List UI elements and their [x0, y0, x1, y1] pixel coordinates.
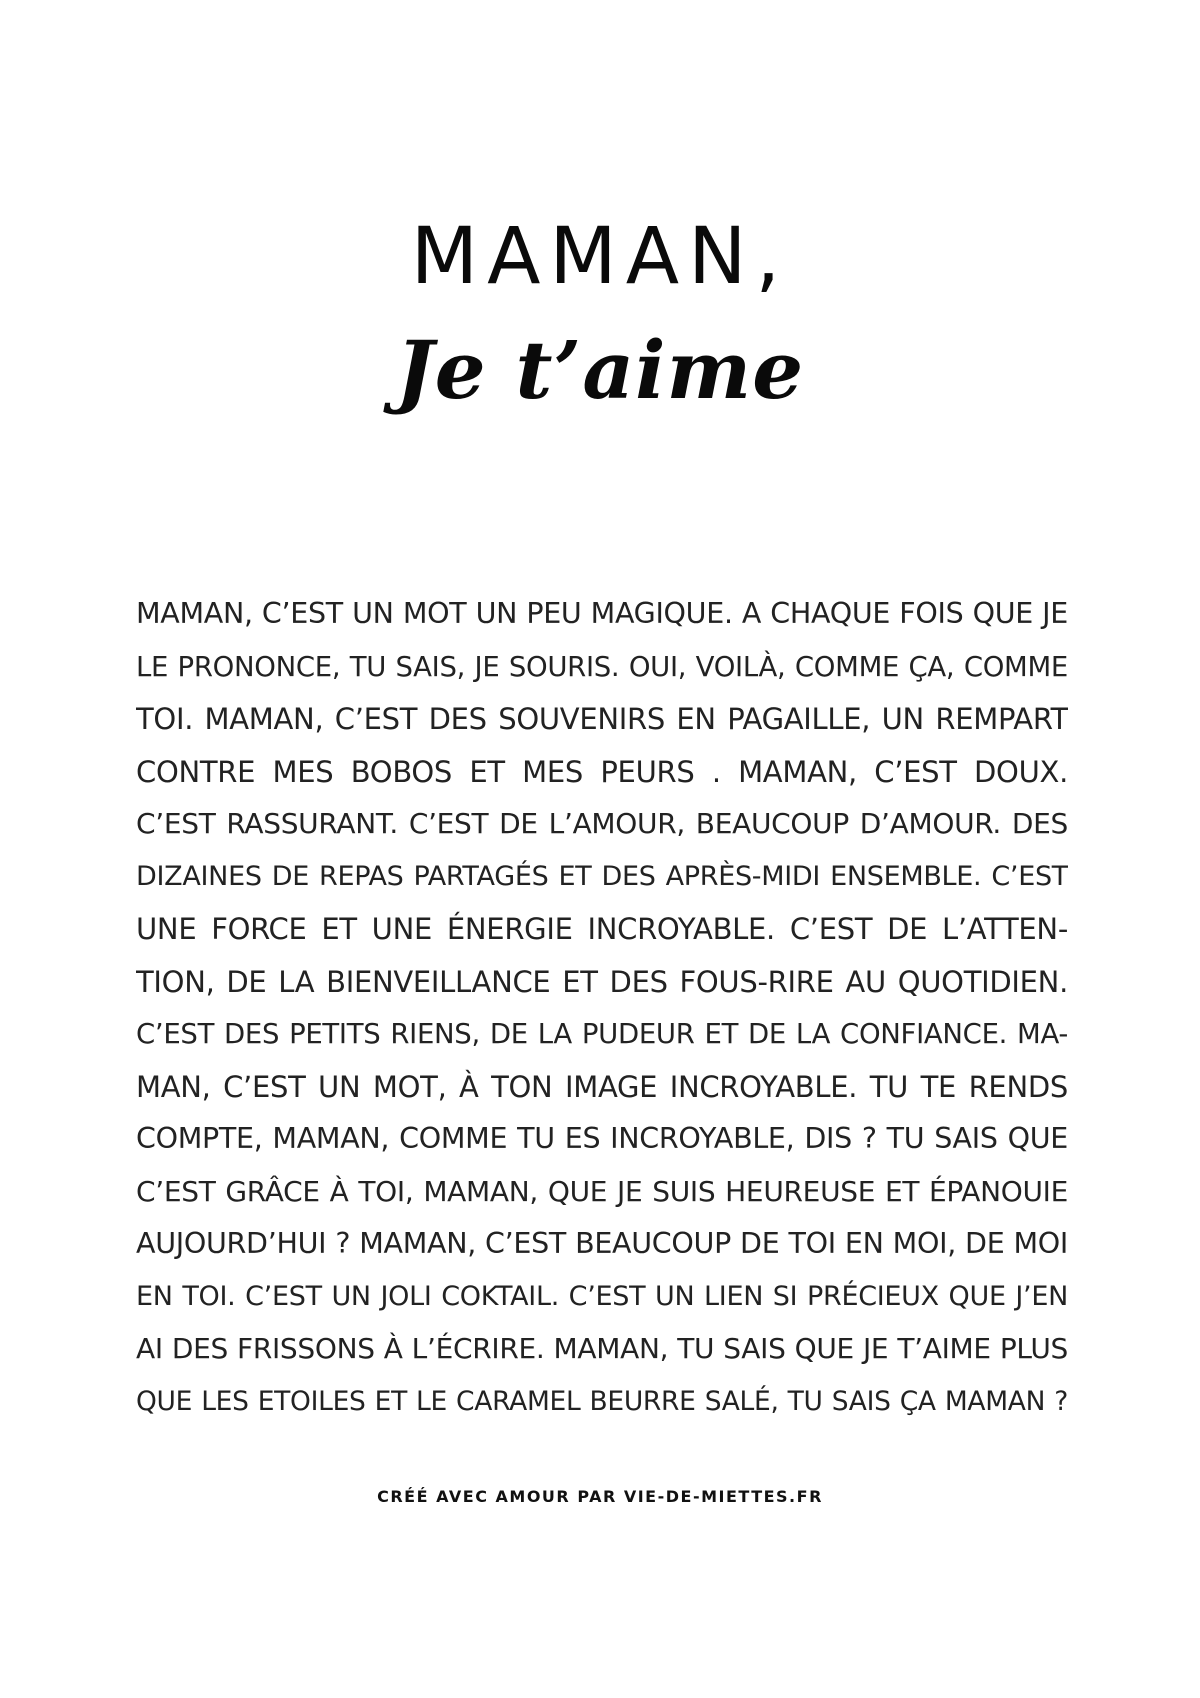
poem-line: COMPTE, MAMAN, COMME TU ES INCROYABLE, DIS ? TU SAIS QUE: [136, 1122, 1068, 1155]
poem-line: MAN, C’EST UN MOT, À TON IMAGE INCROYABLE. TU TE RENDS: [136, 1069, 1068, 1104]
footer-credit: CRÉÉ AVEC AMOUR PAR VIE-DE-MIETTES.FR: [377, 1487, 823, 1506]
poem-line: LE PRONONCE, TU SAIS, JE SOURIS. OUI, VOILÀ, COMME ÇA, COMME: [136, 650, 1068, 683]
poem-line: QUE LES ETOILES ET LE CARAMEL BEURRE SALÉ, TU SAIS ÇA MAMAN ?: [136, 1385, 1068, 1417]
title-je-taime: Je t’aime: [395, 323, 805, 417]
poem-line: DIZAINES DE REPAS PARTAGÉS ET DES APRÈS-MIDI ENSEMBLE. C’EST: [136, 860, 1068, 892]
poem-line: C’EST GRÂCE À TOI, MAMAN, QUE JE SUIS HEUREUSE ET ÉPANOUIE: [136, 1174, 1068, 1208]
poem-line: UNE FORCE ET UNE ÉNERGIE INCROYABLE. C’EST DE L’ATTEN-: [136, 912, 1068, 946]
poem-line: C’EST DES PETITS RIENS, DE LA PUDEUR ET DE LA CONFIANCE. MA-: [136, 1018, 1068, 1050]
poem-line: MAMAN, C’EST UN MOT UN PEU MAGIQUE. A CHAQUE FOIS QUE JE: [136, 597, 1068, 630]
poem-line: TION, DE LA BIENVEILLANCE ET DES FOUS-RIRE AU QUOTIDIEN.: [136, 964, 1068, 999]
poem-line: CONTRE MES BOBOS ET MES PEURS . MAMAN, C’EST DOUX.: [136, 754, 1068, 789]
poem-line: AUJOURD’HUI ? MAMAN, C’EST BEAUCOUP DE TOI EN MOI, DE MOI: [136, 1227, 1068, 1260]
title-maman: MAMAN,: [410, 212, 790, 302]
poem-line: AI DES FRISSONS À L’ÉCRIRE. MAMAN, TU SAIS QUE JE T’AIME PLUS: [136, 1332, 1068, 1365]
poem-line: TOI. MAMAN, C’EST DES SOUVENIRS EN PAGAILLE, UN REMPART: [136, 702, 1068, 736]
poem-line: EN TOI. C’EST UN JOLI COKTAIL. C’EST UN LIEN SI PRÉCIEUX QUE J’EN: [136, 1280, 1068, 1312]
poem-line: C’EST RASSURANT. C’EST DE L’AMOUR, BEAUCOUP D’AMOUR. DES: [136, 807, 1068, 840]
poem-text: [136, 588, 1068, 1428]
